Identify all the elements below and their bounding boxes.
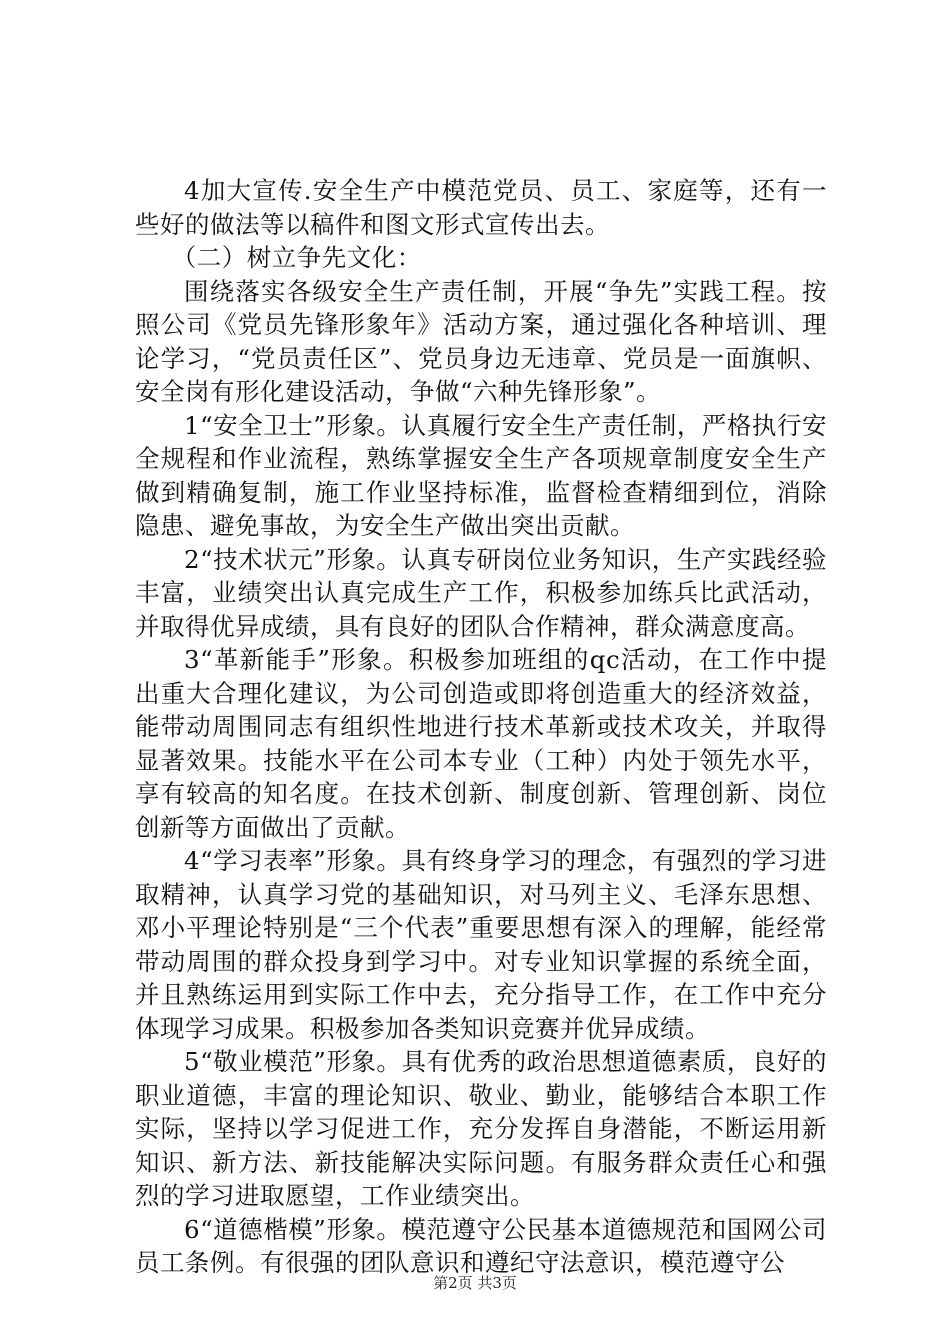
page-number-footer: 第2页 共3页	[433, 1274, 517, 1292]
paragraph-innovation-expert: 3“革新能手”形象。积极参加班组的qc活动，在工作中提出重大合理化建议，为公司创造或即将创造重大的经济效益，能带动周围同志有组织性地进行技术革新或技术攻关，并取得显著效果。技能水平在公司本专业（工种）内处于领先水平，享有较高的知名度。在技术创新、制度创新、管理创新、岗位创新等方面做出了贡献。	[135, 645, 827, 842]
paragraph-publicity: 4加大宣传.安全生产中模范党员、员工、家庭等，还有一些好的做法等以稿件和图文形式宣传出去。	[135, 176, 827, 239]
paragraph-moral-model: 6“道德楷模”形象。模范遵守公民基本道德规范和国网公司员工条例。有很强的团队意识和遵纪守法意识，模范遵守公	[135, 1214, 827, 1277]
section-heading-competition-culture: （二）树立争先文化：	[171, 243, 422, 272]
paragraph-intro: 围绕落实各级安全生产责任制，开展“争先”实践工程。按照公司《党员先锋形象年》活动方案，通过强化各种培训、理论学习，“党员责任区”、党员身边无违章、党员是一面旗帜、安全岗有形化建设活动，争做“六种先锋形象”。	[135, 276, 827, 406]
paragraph-tech-champion: 2“技术状元”形象。认真专研岗位业务知识，生产实践经验丰富，业绩突出认真完成生产工作，积极参加练兵比武活动，并取得优异成绩，具有良好的团队合作精神，群众满意度高。	[135, 544, 827, 641]
paragraph-safety-guard: 1“安全卫士”形象。认真履行安全生产责任制，严格执行安全规程和作业流程，熟练掌握安全生产各项规章制度安全生产做到精确复制，施工作业坚持标准，监督检查精细到位，消除隐患、避免事故，为安全生产做出突出贡献。	[135, 410, 827, 540]
paragraph-study-model: 4“学习表率”形象。具有终身学习的理念，有强烈的学习进取精神，认真学习党的基础知识，对马列主义、毛泽东思想、邓小平理论特别是“三个代表”重要思想有深入的理解，能经常带动周围的群众投身到学习中。对专业知识掌握的系统全面，并且熟练运用到实际工作中去，充分指导工作，在工作中充分体现学习成果。积极参加各类知识竞赛并优异成绩。	[135, 846, 827, 1043]
paragraph-dedication-model: 5“敬业模范”形象。具有优秀的政治思想道德素质，良好的职业道德，丰富的理论知识、敬业、勤业，能够结合本职工作实际，坚持以学习促进工作，充分发挥自身潜能，不断运用新知识、新方法、新技能解决实际问题。有服务群众责任心和强烈的学习进取愿望，工作业绩突出。	[135, 1047, 827, 1210]
document-body	[135, 174, 827, 1280]
